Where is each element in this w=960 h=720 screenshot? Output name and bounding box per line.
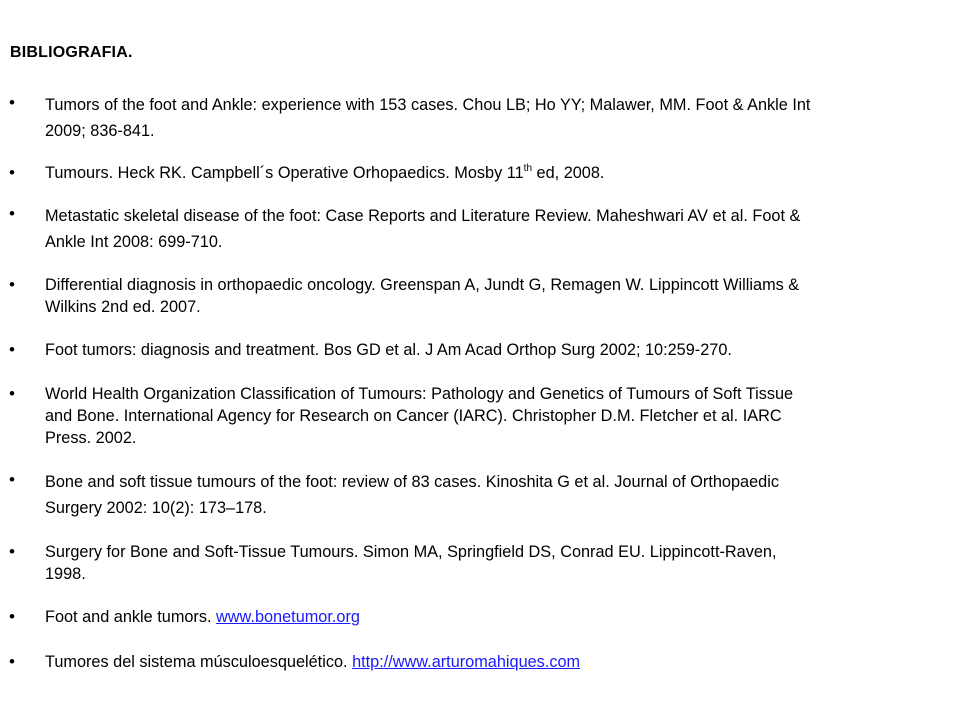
bullet-icon: • — [9, 470, 15, 489]
reference-text — [45, 339, 945, 361]
reference-text — [45, 469, 945, 521]
reference-line: Tumors of the foot and Ankle: experience with 153 cases. Chou LB; Ho YY; Malawer, MM. Foot & Ankle Int — [45, 96, 811, 114]
reference-line: Wilkins 2nd ed. 2007. — [45, 298, 201, 316]
reference-line: and Bone. International Agency for Research on Cancer (IARC). Christopher D.M. Fletcher et al. IARC — [45, 407, 782, 425]
reference-line: Bone and soft tissue tumours of the foot: review of 83 cases. Kinoshita G et al. Journal of Orthopaedic — [45, 473, 779, 491]
reference-text — [45, 541, 945, 585]
bullet-icon: • — [9, 163, 15, 182]
reference-text — [45, 203, 945, 255]
reference-text-part: Tumours. Heck RK. Campbell´s Operative Orhopaedics. Mosby 11 — [45, 164, 524, 182]
bullet-icon: • — [9, 384, 15, 403]
reference-text — [45, 383, 945, 449]
bullet-icon: • — [9, 542, 15, 561]
bullet-icon: • — [9, 607, 15, 626]
reference-line: Press. 2002. — [45, 429, 137, 447]
reference-line: Metastatic skeletal disease of the foot: Case Reports and Literature Review. Maheshwari AV et al. Foot & — [45, 207, 801, 225]
reference-text-part: ed, 2008. — [532, 164, 605, 182]
reference-text — [45, 606, 945, 628]
reference-line: Ankle Int 2008: 699-710. — [45, 233, 223, 251]
arturomahiques-link[interactable]: http://www.arturomahiques.com — [352, 653, 581, 671]
reference-text-part: Tumores del sistema músculoesquelético. — [45, 653, 353, 671]
reference-line: Differential diagnosis in orthopaedic oncology. Greenspan A, Jundt G, Remagen W. Lippincott Williams & — [45, 276, 800, 294]
reference-line: 1998. — [45, 565, 86, 583]
page-title: BIBLIOGRAFIA. — [10, 44, 133, 61]
bullet-icon: • — [9, 652, 15, 671]
bonetumor-link[interactable]: www.bonetumor.org — [216, 608, 360, 626]
reference-line — [45, 162, 945, 184]
reference-text — [45, 162, 945, 184]
reference-text — [45, 92, 945, 144]
reference-line: Foot tumors: diagnosis and treatment. Bos GD et al. J Am Acad Orthop Surg 2002; 10:259-270. — [45, 341, 732, 359]
reference-line — [45, 651, 945, 673]
reference-line — [45, 606, 945, 628]
reference-text — [45, 274, 945, 318]
reference-line: Surgery 2002: 10(2): 173–178. — [45, 499, 267, 517]
reference-text-part: Foot and ankle tumors. — [45, 608, 217, 626]
reference-line: World Health Organization Classification of Tumours: Pathology and Genetics of Tumours of Soft Tissue — [45, 385, 794, 403]
superscript: th — [523, 163, 533, 174]
bullet-icon: • — [9, 204, 15, 223]
reference-text — [45, 651, 945, 673]
reference-line: Surgery for Bone and Soft-Tissue Tumours. Simon MA, Springfield DS, Conrad EU. Lippincott-Raven, — [45, 543, 777, 561]
bullet-icon: • — [9, 93, 15, 112]
bullet-icon: • — [9, 275, 15, 294]
bullet-icon: • — [9, 340, 15, 359]
reference-line: 2009; 836-841. — [45, 122, 155, 140]
